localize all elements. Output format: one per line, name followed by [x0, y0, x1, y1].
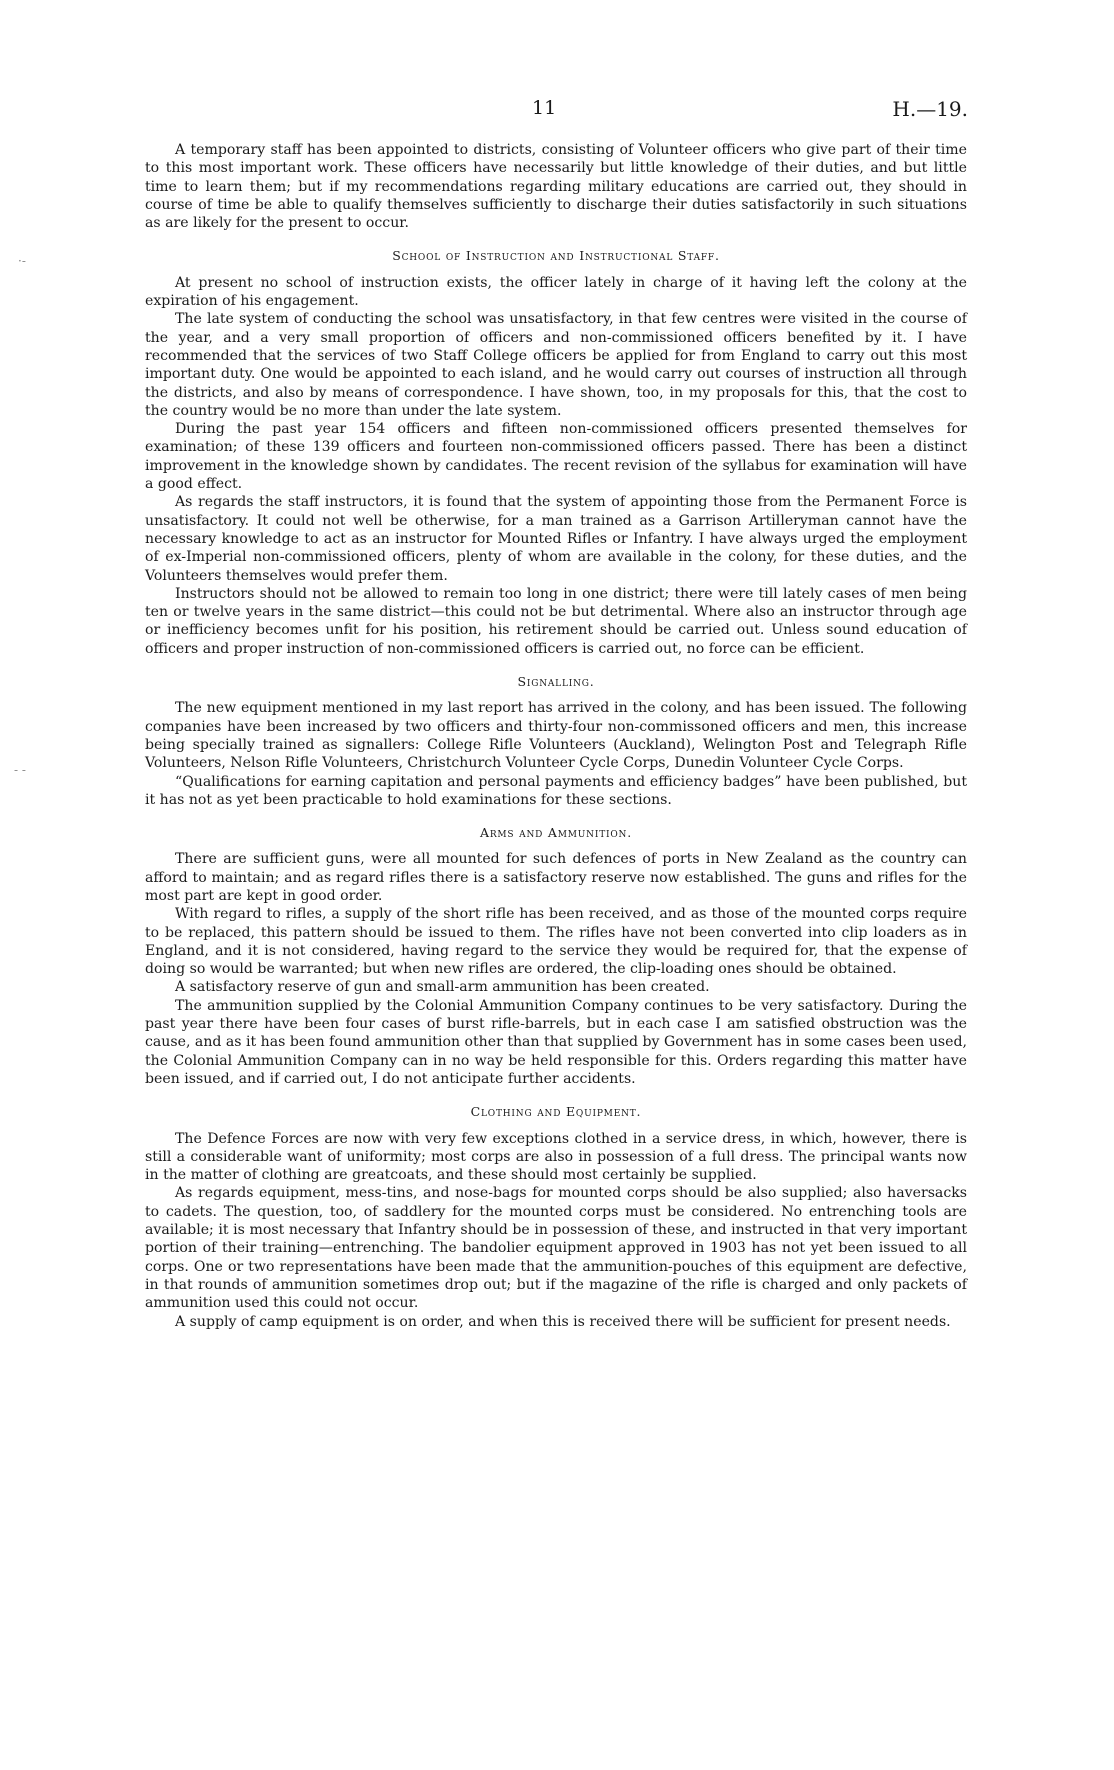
section-heading: Arms and Ammunition. [480, 825, 632, 841]
paragraph: The new equipment mentioned in my last report has arrived in the colony, and has been issued. The following companies have been increased by two officers and thirty-four non-commissoned officers and men, this increase being specially trained as signallers: College Rifle Volunteers (Auckland), Welington Post and Telegraph Rifle Volunteers, Nelson Rifle Volunteers, Christchurch Volunteer Cycle Corps, Dunedin Volunteer Cycle Corps. [145, 700, 967, 772]
document-body [145, 141, 967, 1331]
section-heading: Clothing and Equipment. [470, 1104, 642, 1120]
paragraph: As regards the staff instructors, it is found that the system of appointing those from the Permanent Force is unsatisfactory. It could not well be otherwise, for a man trained as a Garrison Artilleryman cannot have the necessary knowledge to act as an instructor for Mounted Rifles or Infantry. I have always urged the employment of ex-Imperial non-commissioned officers, plenty of whom are available in the colony, for these duties, and the Volunteers themselves would prefer them. [145, 494, 967, 584]
margin-mark: ·‑ [18, 254, 26, 268]
paragraph: There are sufficient guns, were all mounted for such defences of ports in New Zealand as the country can afford to maintain; and as regard rifles there is a satisfactory reserve now established. The guns and rifles for the most part are kept in good order. [145, 851, 967, 904]
paragraph: A satisfactory reserve of gun and small-arm ammunition has been created. [175, 979, 710, 996]
paragraph: A temporary staff has been appointed to districts, consisting of Volunteer officers who give part of their time to this most important work. These officers have necessarily but little knowledge of their duties, and but little time to learn them; but if my recommendations regarding military educations are carried out, they should in course of time be able to qualify themselves sufficiently to discharge their duties satisfactorily in such situations as are likely for the present to occur. [145, 142, 967, 232]
paragraph: With regard to rifles, a supply of the short rifle has been received, and as those of the mounted corps require to be replaced, this pattern should be issued to them. The rifles have not been converted into clip loaders as in England, and it is not considered, having regard to the service they would be required for, that the expense of doing so would be warranted; but when new rifles are ordered, the clip-loading ones should be obtained. [145, 906, 967, 978]
section-heading: School of Instruction and Instructional Staff. [392, 248, 720, 264]
paragraph: A supply of camp equipment is on order, and when this is received there will be sufficient for present needs. [175, 1313, 951, 1330]
paragraph: The ammunition supplied by the Colonial Ammunition Company continues to be very satisfactory. During the past year there have been four cases of burst rifle-barrels, but in each case I am satisfied obstruction was the cause, and as it has been found ammunition other than that supplied by Government has in some cases been used, the Colonial Ammunition Company can in no way be held responsible for this. Orders regarding this matter have been issued, and if carried out, I do not anticipate further accidents. [145, 997, 967, 1087]
paragraph: Instructors should not be allowed to remain too long in one district; there were till lately cases of men being ten or twelve years in the same district—this could not be but detrimental. Where also an instructor through age or inefficiency becomes unfit for his position, his retirement should be carried out. Unless sound education of officers and proper instruction of non-commissioned officers is carried out, no force can be efficient. [145, 585, 967, 657]
document-reference: H.—19. [892, 97, 968, 121]
paragraph: “Qualifications for earning capitation and personal payments and efficiency badges” have been published, but it has not as yet been practicable to hold examinations for these sections. [145, 773, 967, 808]
section-heading: Signalling. [517, 674, 595, 690]
page-number: 11 [532, 97, 557, 119]
margin-mark: ‑ ‑ [14, 763, 26, 777]
paragraph: The late system of conducting the school was unsatisfactory, in that few centres were visited in the course of the year, and a very small proportion of officers and non-commissioned officers benefited by it. I have recommended that the services of two Staff College officers be applied for from England to carry out this most important duty. One would be appointed to each island, and he would carry out courses of instruction all through the districts, and also by means of correspondence. I have shown, too, in my proposals for this, that the cost to the country would be no more than under the late system. [145, 311, 967, 419]
paragraph: At present no school of instruction exists, the officer lately in charge of it having left the colony at the expiration of his engagement. [145, 274, 967, 310]
paragraph: As regards equipment, mess-tins, and nose-bags for mounted corps should be also supplied; also haversacks to cadets. The question, too, of saddlery for the mounted corps must be considered. No entrenching tools are available; it is most necessary that Infantry should be in possession of these, and instructed in that very important portion of their training—entrenching. The bandolier equipment approved in 1903 has not yet been issued to all corps. One or two representations have been made that the ammunition-pouches of this equipment are defective, in that rounds of ammunition sometimes drop out; but if the magazine of the rifle is charged and only packets of ammunition used this could not occur. [145, 1185, 967, 1312]
paragraph: The Defence Forces are now with very few exceptions clothed in a service dress, in which, however, there is still a considerable want of uniformity; most corps are also in possession of a full dress. The principal wants now in the matter of clothing are greatcoats, and these should most certainly be supplied. [145, 1130, 967, 1184]
page-header [0, 97, 1114, 121]
paragraph: During the past year 154 officers and fifteen non-commissioned officers presented themselves for examination; of these 139 officers and fourteen non-commissioned officers passed. There has been a distinct improvement in the knowledge shown by candidates. The recent revision of the syllabus for examination will have a good effect. [145, 421, 967, 493]
